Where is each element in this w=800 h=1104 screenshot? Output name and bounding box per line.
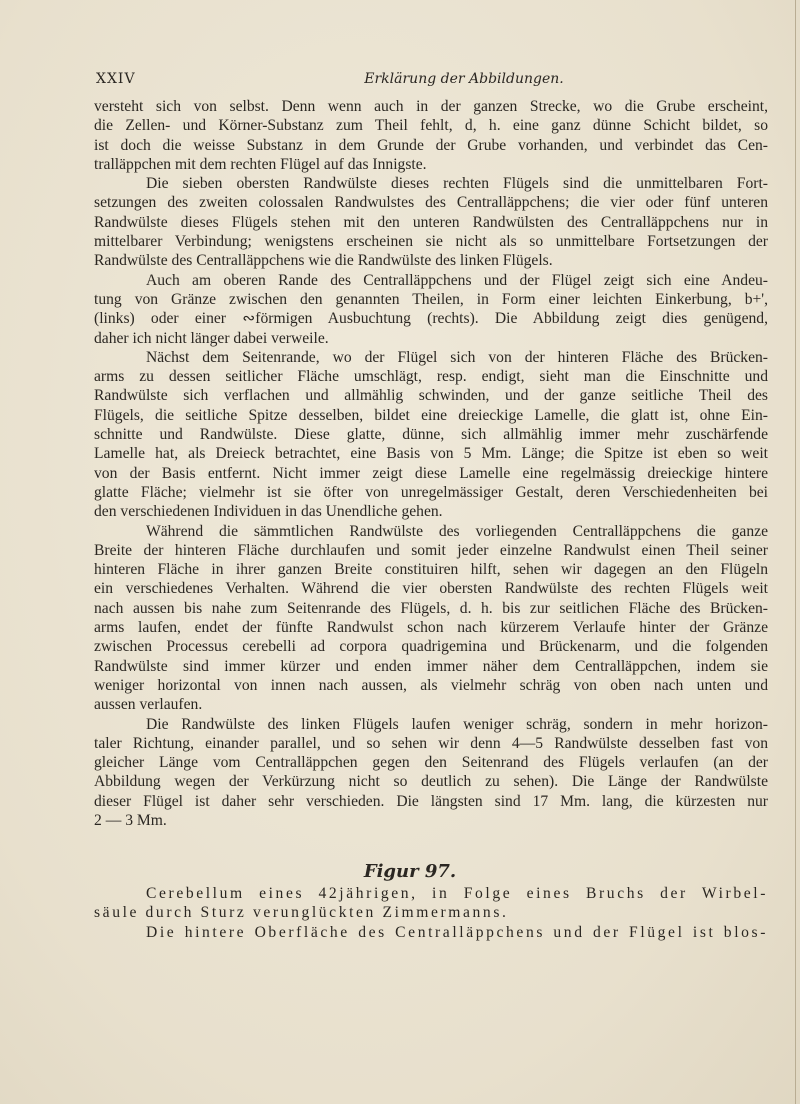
text-line: aussen verlaufen. [94,696,203,714]
text-line: (links) oder einer ∾förmigen Ausbuchtung (rechts). Die Abbildung zeigt dies genügend, [94,310,768,328]
text-line: arms zu dessen seitlicher Fläche umschlägt, resp. endigt, sieht man die Einschnitte und [94,368,768,386]
text-line: taler Richtung, einander parallel, und so sehen wir denn 4—5 Randwülste desselben fast von [94,734,768,752]
text-line: Breite der hinteren Fläche durchlaufen und somit jeder einzelne Randwulst einen Theil seiner [94,541,768,559]
text-line: zwischen Processus cerebelli ad corpora quadrigemina und Brückenarm, und die folgenden [94,638,768,656]
text-line: arms laufen, endet der fünfte Randwulst schon nach kürzerem Verlaufe hinter der Gränze [94,619,768,637]
text-line: tung von Gränze zwischen den genannten Theilen, in Form einer leichten Einkerbung, b+', [94,290,768,308]
text-line: ist doch die weisse Substanz in dem Grunde der Grube vorhanden, und verbindet das Cen- [94,136,768,154]
text-line: nach aussen bis nahe zum Seitenrande des Flügels, d. h. bis zur seitlichen Fläche des Brücken- [94,599,768,617]
text-line: säule durch Sturz verunglückten Zimmermanns. [94,904,509,922]
page-header [96,71,752,93]
running-title: Erklärung der Abbildungen. [364,71,564,87]
text-line: gleicher Länge vom Centralläppchen gegen den Seitenrand des Flügels verlaufen (an der [94,754,768,772]
text-line: glatte Fläche; vielmehr ist sie öfter von unregelmässiger Gestalt, deren Verschiedenheiten bei [94,483,768,501]
figure-caption [94,884,768,942]
text-line: ein verschiedenes Verhalten. Während die vier obersten Randwülste des rechten Flügels weit [94,580,768,598]
text-line: die Zellen- und Körner-Substanz zum Theil fehlt, d, h. eine ganz dünne Schicht bildet, so [94,117,768,135]
text-line: weniger horizontal von innen nach aussen, als vielmehr schräg von oben nach unten und [94,676,768,694]
text-line: mittelbarer Verbindung; wenigstens erscheinen sie nicht als so unmittelbare Fortsetzungen der [94,233,768,251]
text-line: hinteren Fläche in ihrer ganzen Breite constituiren hilft, sehen wir dagegen an den Flügeln [94,561,768,579]
text-line: setzungen des zweiten colossalen Randwulstes des Centralläppchens; die vier oder fünf unteren [94,194,768,212]
text-line: Auch am oberen Rande des Centralläppchens und der Flügel zeigt sich eine Andeu- [146,271,768,289]
text-line: versteht sich von selbst. Denn wenn auch in der ganzen Strecke, wo die Grube erscheint, [94,98,768,115]
text-line: Randwülste sind immer kürzer und enden immer näher dem Centralläppchen, indem sie [94,657,768,675]
text-line: Randwülste sich verflachen und allmählig schwinden, und der ganze seitliche Theil des [94,387,768,405]
page-edge-line [795,0,796,1104]
text-line: den verschiedenen Individuen in das Unendliche gehen. [94,503,443,521]
text-line: Die sieben obersten Randwülste dieses rechten Flügels sind die unmittelbaren Fort- [146,175,768,193]
text-line: Lamelle hat, als Dreieck betrachtet, eine Basis von 5 Mm. Länge; die Spitze ist eben so weit [94,445,768,463]
text-line: Cerebellum eines 42jährigen, in Folge eines Bruchs der Wirbel- [146,885,768,902]
text-line: dieser Flügel ist daher sehr verschieden. Die längsten sind 17 Mm. lang, die kürzesten nur [94,792,768,810]
text-line: Abbildung wegen der Verkürzung nicht so deutlich zu sehen). Die Länge der Randwülste [94,773,768,791]
body-text [94,97,768,830]
page-number: XXIV [96,71,136,87]
text-line: Randwülste des Centralläppchens wie die Randwülste des linken Flügels. [94,252,553,270]
text-line: von der Basis entfernt. Nicht immer zeigt diese Lamelle eine regelmässig dreieckige hintere [94,464,768,482]
text-line: 2 — 3 Mm. [94,811,167,829]
text-line: daher ich nicht länger dabei verweile. [94,329,329,347]
text-line: schnitte und Randwülste. Diese glatte, dünne, sich allmählig immer mehr zuschärfende [94,426,768,444]
text-line: Nächst dem Seitenrande, wo der Flügel sich von der hinteren Fläche des Brücken- [146,348,768,366]
text-line: Randwülste dieses Flügels stehen mit den unteren Randwülsten des Centralläppchens nur in [94,213,768,231]
text-line: Die hintere Oberfläche des Centralläppchens und der Flügel ist blos- [146,923,768,941]
text-line: Während die sämmtlichen Randwülste des vorliegenden Centralläppchens die ganze [146,522,768,540]
figure-title: Figur 97. [363,861,457,882]
text-line: Die Randwülste des linken Flügels laufen weniger schräg, sondern in mehr horizon- [146,715,768,733]
text-line: Flügels, die seitliche Spitze desselben, bildet eine dreieckige Lamelle, die glatt ist, ohne Ein- [94,406,768,424]
text-line: tralläppchen mit dem rechten Flügel auf das Innigste. [94,155,427,173]
